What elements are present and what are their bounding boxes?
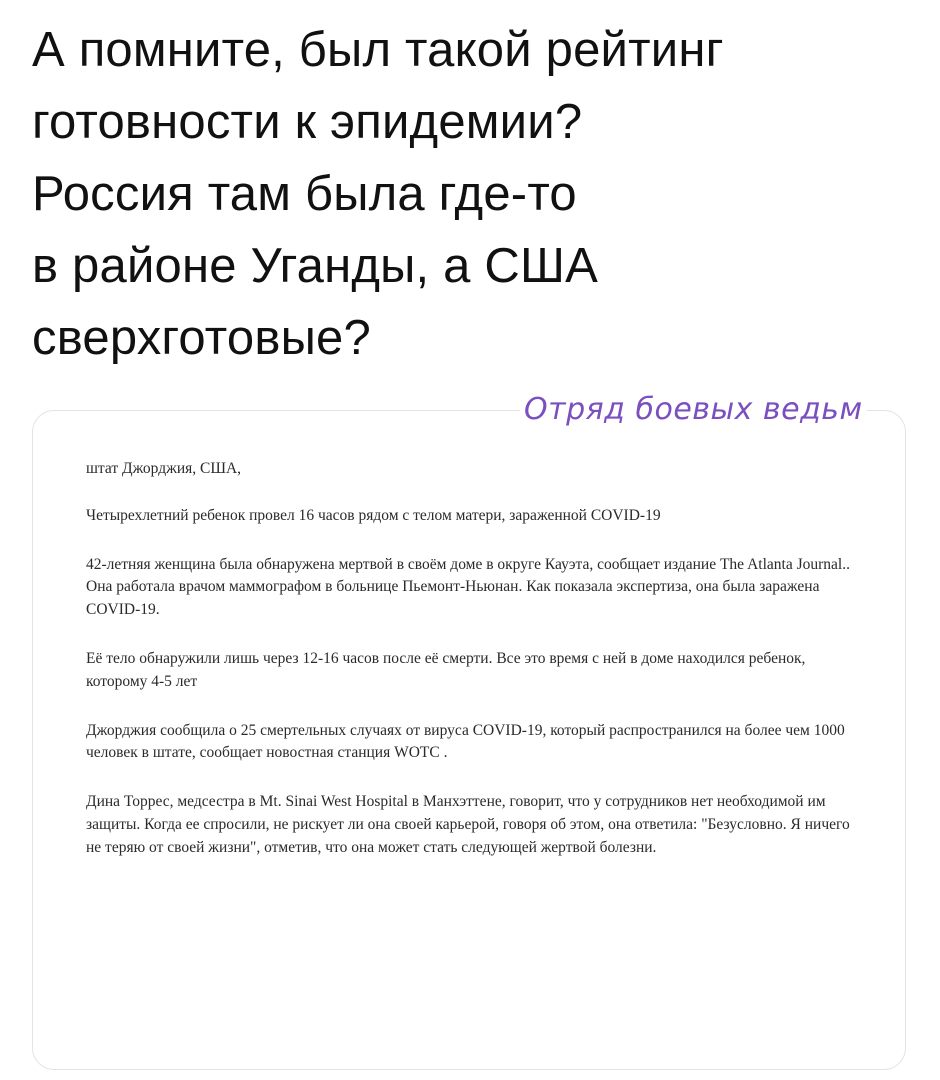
article-paragraph-5: Дина Торрес, медсестра в Mt. Sinai West Hospital в Манхэттене, говорит, что у сотрудников нет необходимой им защиты. Когда ее спросили, не рискует ли она своей карьерой, говоря об этом, она ответила: "Безусловно. Я ничего не теряю от своей жизни", отметив, что она может стать следующей жертвой болезни. [86, 793, 850, 856]
article-paragraph-2: 42-летняя женщина была обнаружена мертвой в своём доме в округе Кауэта, сообщает издание The Atlanta Journal.. Она работала врачом маммографом в больнице Пьемонт-Ньюнан. Как показала экспертиза, она была заражена COVID-19. [86, 555, 850, 619]
watermark-logo: Отряд боевых ведьм [520, 392, 867, 427]
article-paragraph-4: Джорджия сообщила о 25 смертельных случаях от вируса COVID-19, который распространился на более чем 1000 человек в штате, сообщает новостная станция WOTC . [86, 721, 845, 762]
headline-line-4: в районе Уганды, а США [32, 239, 599, 293]
article-location: штат Джорджия, США, [86, 460, 242, 477]
article-paragraph-1: Четырехлетний ребенок провел 16 часов рядом с телом матери, зараженной COVID-19 [86, 506, 661, 524]
headline-line-3: Россия там была где-то [32, 167, 577, 221]
article-text [86, 458, 856, 886]
headline-line-2: готовности к эпидемии? [32, 95, 583, 149]
headline-line-5: сверхготовые? [32, 311, 371, 365]
headline-line-1: А помните, был такой рейтинг [32, 23, 724, 77]
headline [32, 14, 912, 374]
article-paragraph-3: Её тело обнаружили лишь через 12-16 часов после её смерти. Все это время с ней в доме находился ребенок, которому 4-5 лет [86, 649, 806, 690]
